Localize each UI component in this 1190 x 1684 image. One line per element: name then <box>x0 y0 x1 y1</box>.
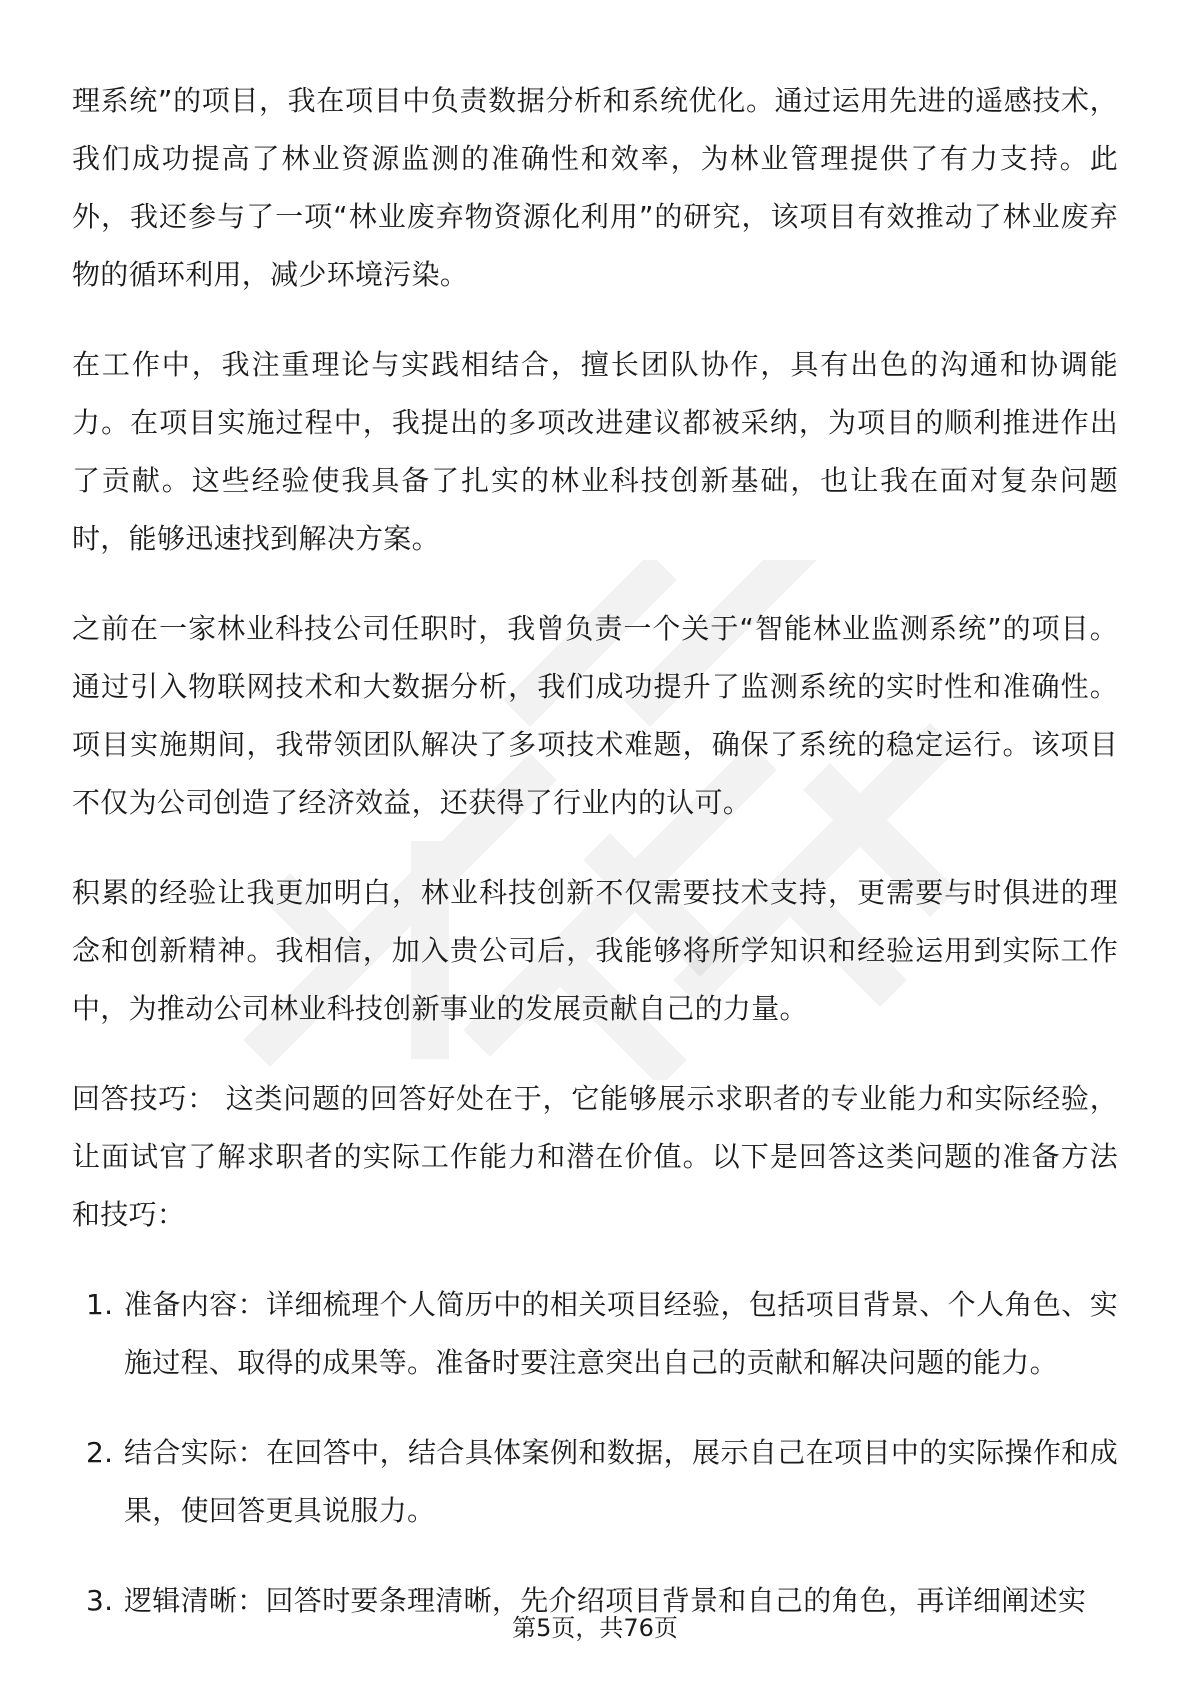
list-text: 逻辑清晰：回答时要条理清晰，先介绍项目背景和自己的角色，再详细阐述实 <box>124 1584 1087 1617</box>
paragraph: 理系统”的项目，我在项目中负责数据分析和系统优化。通过运用先进的遥感技术，我们成功提高了林业资源监测的准确性和效率，为林业管理提供了有力支持。此外，我还参与了一项“林业废弃物资源化利用”的研究，该项目有效推动了林业废弃物的循环利用，减少环境污染。 <box>72 84 1118 291</box>
list-item <box>72 1424 1118 1540</box>
list-number: 2. <box>86 1436 114 1469</box>
paragraph: 之前在一家林业科技公司任职时，我曾负责一个关于“智能林业监测系统”的项目。通过引入物联网技术和大数据分析，我们成功提升了监测系统的实时性和准确性。项目实施期间，我带领团队解决了多项技术难题，确保了系统的稳定运行。该项目不仅为公司创造了经济效益，还获得了行业内的认可。 <box>72 612 1118 819</box>
page-number: 第5页，共76页 <box>512 1614 678 1642</box>
answer-tips-paragraph: 回答技巧： 这类问题的回答好处在于，它能够展示求职者的专业能力和实际经验，让面试官了解求职者的实际工作能力和潜在价值。以下是回答这类问题的准备方法和技巧： <box>72 1082 1118 1231</box>
list-item <box>72 1276 1118 1392</box>
list-text: 结合实际：在回答中，结合具体案例和数据，展示自己在项目中的实际操作和成果，使回答更具说服力。 <box>124 1436 1118 1527</box>
tips-list <box>72 1276 1118 1630</box>
document-body <box>72 72 1118 1662</box>
list-number: 3. <box>86 1584 114 1617</box>
paragraph: 积累的经验让我更加明白，林业科技创新不仅需要技术支持，更需要与时俱进的理念和创新精神。我相信，加入贵公司后，我能够将所学知识和经验运用到实际工作中，为推动公司林业科技创新事业的发展贡献自己的力量。 <box>72 876 1118 1025</box>
paragraph: 在工作中，我注重理论与实践相结合，擅长团队协作，具有出色的沟通和协调能力。在项目实施过程中，我提出的多项改进建议都被采纳，为项目的顺利推进作出了贡献。这些经验使我具备了扎实的林业科技创新基础，也让我在面对复杂问题时，能够迅速找到解决方案。 <box>72 348 1118 555</box>
list-text: 准备内容：详细梳理个人简历中的相关项目经验，包括项目背景、个人角色、实施过程、取得的成果等。准备时要注意突出自己的贡献和解决问题的能力。 <box>124 1288 1118 1379</box>
list-number: 1. <box>86 1288 114 1321</box>
